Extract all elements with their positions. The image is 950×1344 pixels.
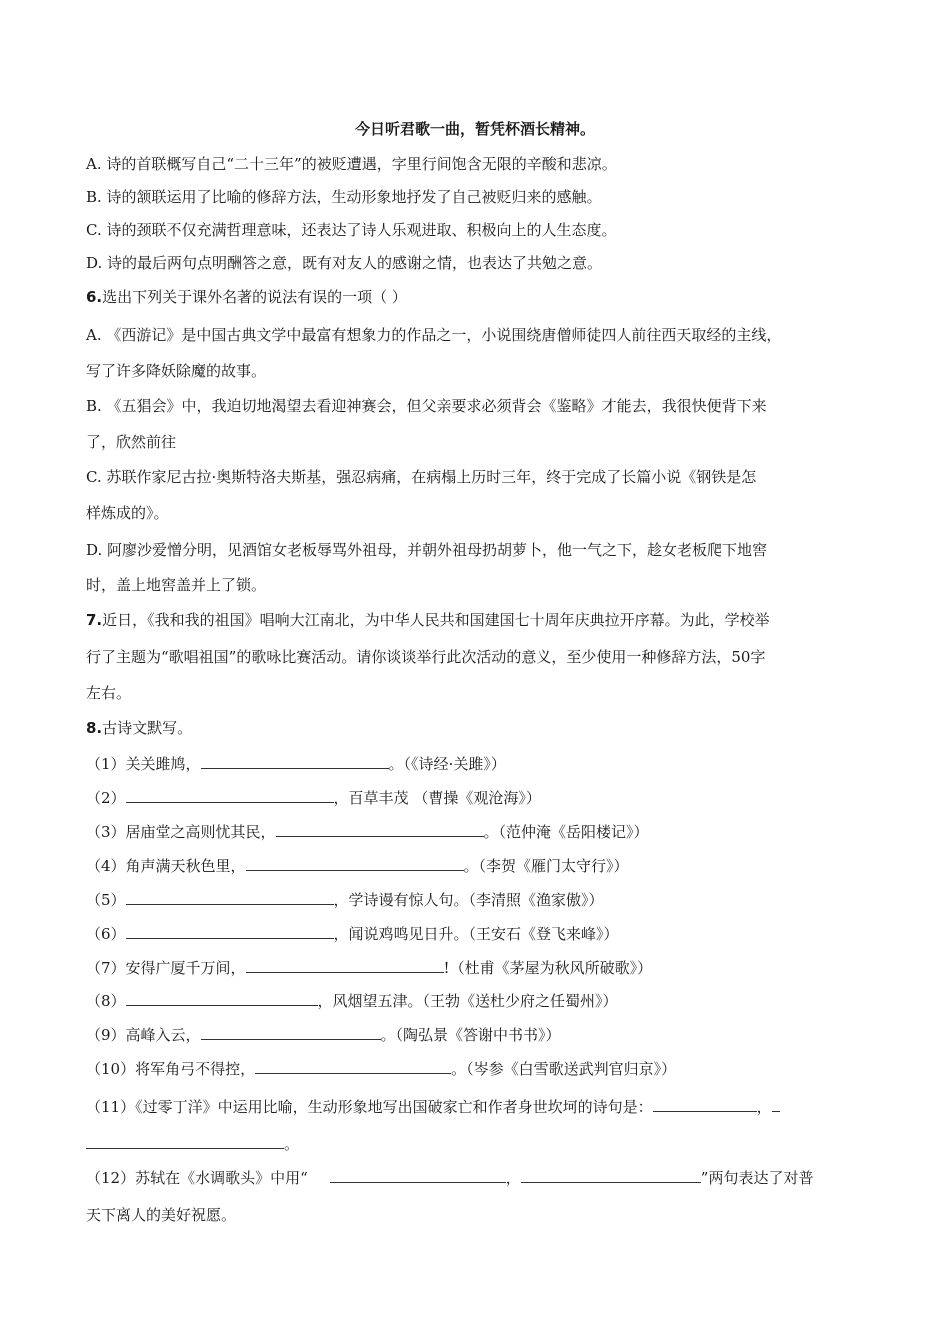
q5-option-c: C. 诗的颈联不仅充满哲理意味，还表达了诗人乐观进取、积极向上的人生态度。	[86, 221, 617, 239]
q6-option-c-line1: C. 苏联作家尼古拉·奥斯特洛夫斯基，强忍病痛，在病榻上历时三年，终于完成了长篇小说《钢铁是怎	[86, 468, 757, 486]
q6-stem	[86, 287, 407, 307]
item-suffix: 。	[284, 1135, 300, 1153]
q6-option-a-line2: 写了许多降妖除魔的故事。	[86, 362, 267, 380]
q8-stem	[86, 718, 192, 738]
answer-blank[interactable]	[126, 788, 334, 803]
q8-item-4	[86, 856, 629, 876]
q8-item-3	[86, 822, 649, 842]
q8-item-8	[86, 991, 618, 1011]
item-prefix: （10）将军角弓不得控，	[86, 1060, 256, 1078]
q7-line1	[86, 610, 770, 630]
item-suffix: 。（李贺《雁门太守行》）	[463, 857, 629, 875]
item-suffix: ，闻说鸡鸣见日升。（王安石《登飞来峰》）	[333, 925, 619, 943]
q5-option-b: B. 诗的颔联运用了比喻的修辞方法，生动形象地抒发了自己被贬归来的感触。	[86, 188, 602, 206]
q6-stem-text: 选出下列关于课外名著的说法有误的一项（ ）	[102, 288, 407, 306]
q8-item-12-line2: 天下离人的美好祝愿。	[86, 1206, 237, 1224]
q8-item-7	[86, 958, 652, 978]
q8-item-2	[86, 788, 541, 808]
q8-number: 8.	[86, 719, 103, 737]
q6-option-c-line2: 样炼成的》。	[86, 504, 169, 522]
answer-blank[interactable]	[521, 1168, 701, 1183]
item-separator: ，	[505, 1169, 521, 1187]
q6-option-d-line2: 时，盖上地窖盖并上了锁。	[86, 576, 267, 594]
item-prefix: （8）	[86, 992, 126, 1010]
answer-blank[interactable]	[126, 924, 334, 939]
q7-text-line1: 近日，《我和我的祖国》唱响大江南北，为中华人民共和国建国七十周年庆典拉开序幕。为此，学校举	[102, 611, 770, 629]
q8-stem-text: 古诗文默写。	[102, 719, 193, 737]
q8-item-1	[86, 754, 506, 774]
q7-number: 7.	[86, 611, 103, 629]
item-suffix: ”两句表达了对普	[700, 1169, 814, 1187]
item-suffix: 。（范仲淹《岳阳楼记》）	[483, 823, 649, 841]
q8-item-5	[86, 890, 604, 910]
item-prefix: （12）苏轼在《水调歌头》中用“	[86, 1169, 308, 1187]
q8-item-11-line2	[86, 1134, 299, 1154]
q6-option-a-line1: A. 《西游记》是中国古典文学中最富有想象力的作品之一，小说围绕唐僧师徒四人前往西天取经的主线，	[86, 326, 782, 344]
answer-blank[interactable]	[255, 1059, 451, 1074]
item-suffix: 。（岑参《白雪歌送武判官归京》）	[451, 1060, 677, 1078]
item-suffix: ，风烟望五津。（王勃《送杜少府之任蜀州》）	[317, 992, 618, 1010]
q6-option-b-line2: 了，欣然前往	[86, 433, 177, 451]
q7-line3: 左右。	[86, 684, 132, 702]
q8-item-12-line1	[86, 1168, 813, 1188]
item-suffix: !（杜甫《茅屋为秋风所破歌》）	[443, 959, 653, 977]
item-suffix: 。（《诗经·关雎》）	[388, 755, 506, 773]
q8-item-11-line1	[86, 1097, 780, 1117]
answer-blank[interactable]	[653, 1097, 757, 1112]
answer-blank[interactable]	[201, 1025, 381, 1040]
answer-blank[interactable]	[276, 822, 484, 837]
q6-number: 6.	[86, 288, 103, 306]
item-prefix: （5）	[86, 891, 126, 909]
answer-blank[interactable]	[86, 1134, 284, 1149]
item-separator: ，	[756, 1098, 772, 1116]
answer-blank[interactable]	[201, 754, 389, 769]
q7-line2: 行了主题为“歌唱祖国”的歌咏比赛活动。请你谈谈举行此次活动的意义，至少使用一种修辞方法，50字	[86, 648, 766, 666]
q5-option-d: D. 诗的最后两句点明酬答之意，既有对友人的感谢之情，也表达了共勉之意。	[86, 254, 603, 272]
q8-item-9	[86, 1025, 561, 1045]
poem-line: 今日听君歌一曲，暂凭杯酒长精神。	[354, 120, 595, 138]
answer-blank[interactable]	[330, 1168, 506, 1183]
answer-blank[interactable]	[126, 890, 334, 905]
answer-blank[interactable]	[126, 991, 318, 1006]
q8-item-10	[86, 1059, 676, 1079]
item-suffix: ，学诗谩有惊人句。（李清照《渔家傲》）	[333, 891, 604, 909]
item-prefix: （6）	[86, 925, 126, 943]
item-prefix: （3）居庙堂之高则忧其民，	[86, 823, 276, 841]
answer-blank[interactable]	[246, 958, 444, 973]
item-prefix: （11）《过零丁洋》中运用比喻，生动形象地写出国破家亡和作者身世坎坷的诗句是：	[86, 1098, 653, 1116]
q5-option-a: A. 诗的首联概写自己“二十三年”的被贬遭遇，字里行间饱含无限的辛酸和悲凉。	[86, 155, 617, 173]
answer-blank[interactable]	[246, 856, 464, 871]
item-prefix: （9）高峰入云，	[86, 1026, 201, 1044]
answer-blank[interactable]	[772, 1097, 780, 1112]
item-suffix: ，百草丰茂 （曹操《观沧海》）	[333, 789, 541, 807]
item-prefix: （1）关关雎鸠，	[86, 755, 201, 773]
q6-option-b-line1: B. 《五猖会》中，我迫切地渴望去看迎神赛会，但父亲要求必须背会《鉴略》才能去，我很快便背下来	[86, 397, 767, 415]
item-prefix: （7）安得广厦千万间，	[86, 959, 246, 977]
item-prefix: （2）	[86, 789, 126, 807]
item-suffix: 。（陶弘景《答谢中书书》）	[380, 1026, 561, 1044]
q8-item-6	[86, 924, 619, 944]
item-prefix: （4）角声满天秋色里，	[86, 857, 246, 875]
q6-option-d-line1: D. 阿廖沙爱憎分明，见酒馆女老板辱骂外祖母，并朝外祖母扔胡萝卜，他一气之下，趁女老板爬下地窖	[86, 541, 768, 559]
